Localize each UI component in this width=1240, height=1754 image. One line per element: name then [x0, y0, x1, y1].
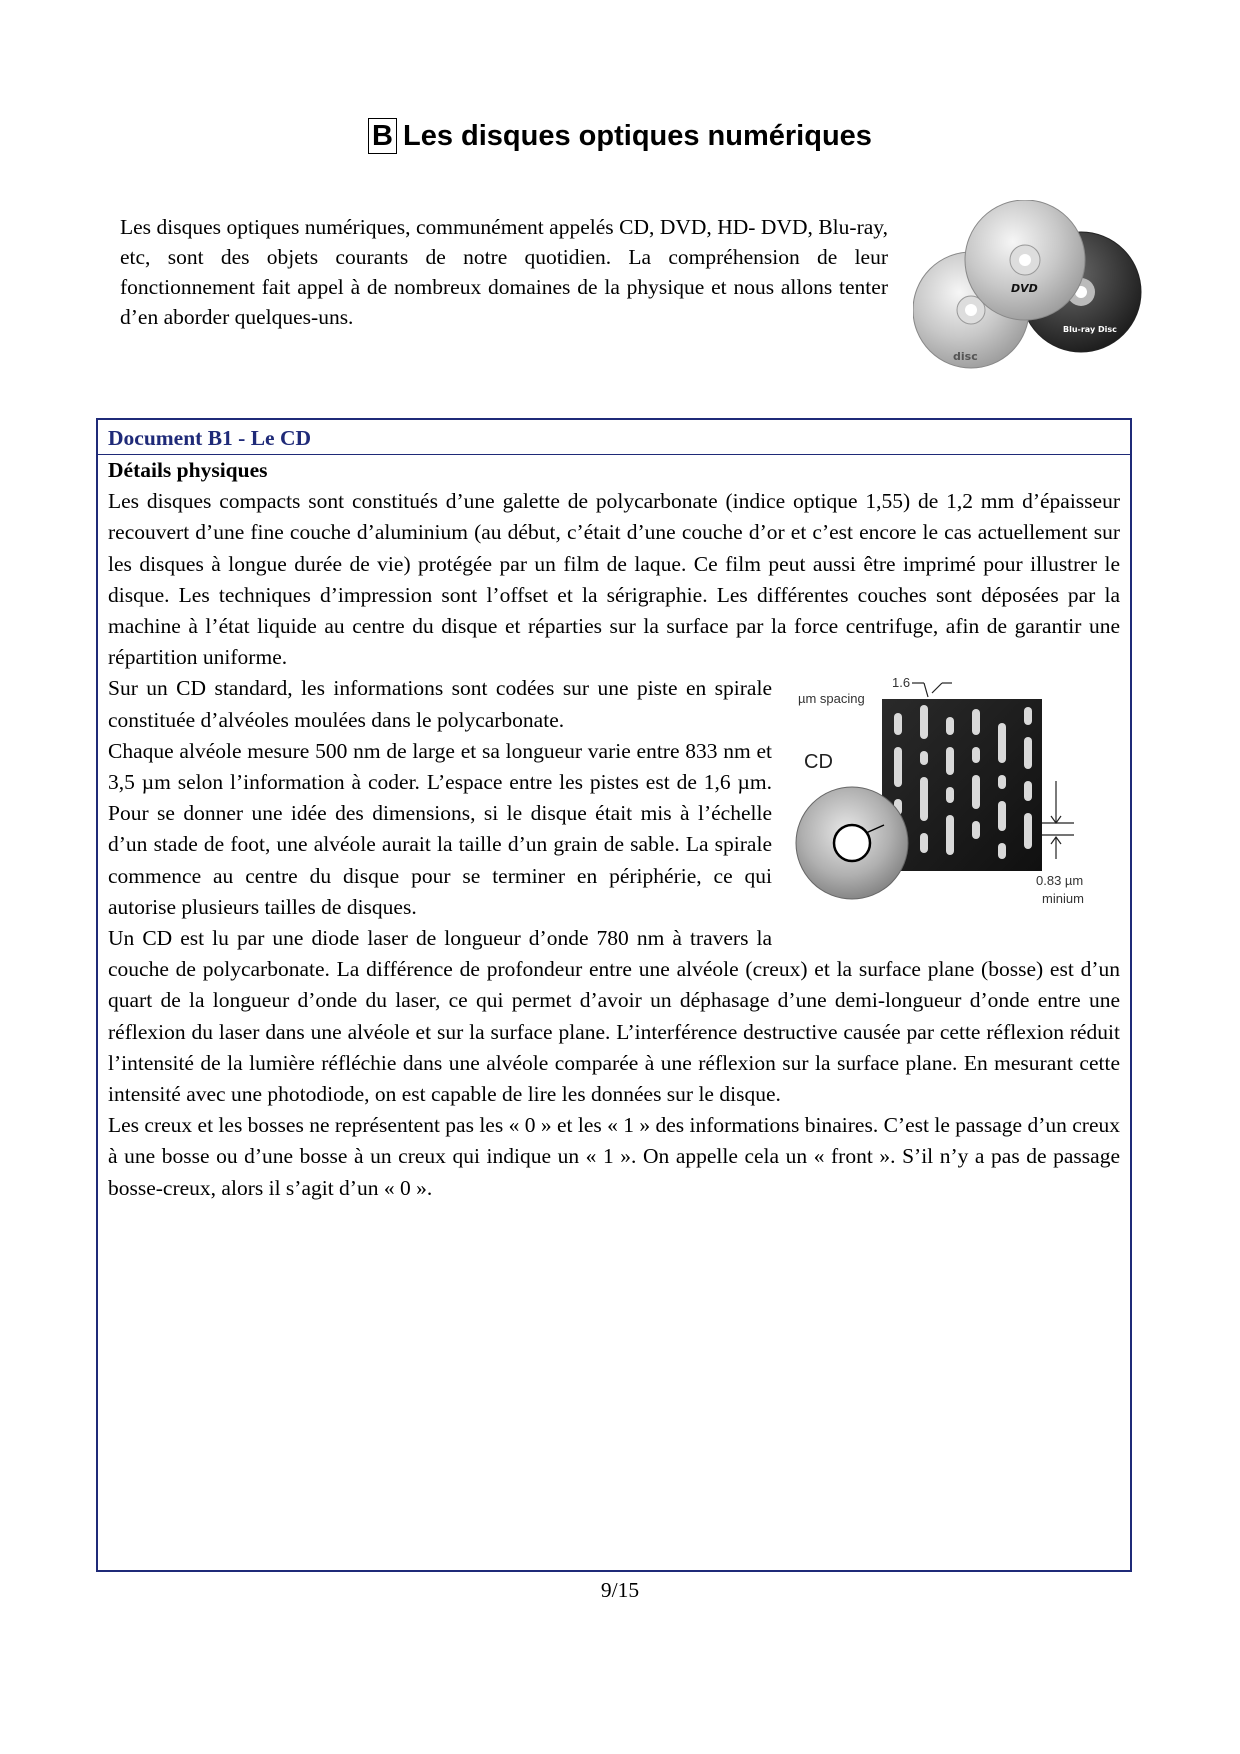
spacing-value: 1.6 [892, 675, 911, 691]
section-title-text: Les disques optiques numériques [403, 120, 872, 152]
section-letter: B [368, 118, 397, 154]
cd-disc-label: disc [953, 350, 978, 363]
min-length-value: 0.83 µm [1036, 873, 1084, 889]
cd-label: CD [804, 751, 833, 774]
document-body [98, 455, 1130, 1204]
bluray-label: Blu-ray Disc [1063, 325, 1117, 334]
document-header: Document B1 - Le CD [98, 420, 1130, 455]
spacing-arrows [912, 683, 952, 697]
min-length-label: minium [1042, 891, 1084, 907]
paragraph-spiral: Sur un CD standard, les informations sont codées sur une piste en spirale constituée d’alvéoles moulées dans le polycarbonate. [108, 676, 772, 732]
cd-pits-figure [794, 673, 1112, 937]
optical-discs-image [913, 200, 1143, 385]
cd-disc-drawing [796, 787, 908, 899]
document-subheading: Détails physiques [108, 458, 268, 482]
document-b1-box [96, 418, 1132, 1572]
paragraph-dimensions: Chaque alvéole mesure 500 nm de large et sa longueur varie entre 833 nm et 3,5 µm selon l’information à coder. L’espace entre les pistes est de 1,6 µm. Pour se donner une idée des dimensions, si le disque était mis à l’échelle d’un stade de foot, une alvéole aurait la taille d’un grain de sable. La spirale commence au centre du disque pour se terminer en périphérie, ce qui autorise plusieurs tailles de disques. [108, 738, 772, 919]
paragraph-reading: Un CD est lu par une diode laser de longueur d’onde 780 nm à travers la couche de polycarbonate. La différence de profondeur entre une alvéole (creux) et la surface plane (bosse) est d’un quart de la longueur d’onde du laser, ce qui permet d’avoir un déphasage d’une demi-longueur d’onde entre une réflexion du laser dans une alvéole et sur la surface plane. L’interférence destructive causée par cette réflexion réduit l’intensité de la lumière réfléchie dans une alvéole comparée à une réflexion sur la surface plane. En mesurant cette intensité avec une photodiode, on est capable de lire les données sur le disque. [108, 926, 1120, 1107]
spacing-label: µm spacing [798, 691, 865, 707]
paragraph-composition: Les disques compacts sont constitués d’une galette de polycarbonate (indice optique 1,55) de 1,2 mm d’épaisseur recouvert d’une fine couche d’aluminium (au début, c’était d’une couche d’or et c’est encore le cas actuellement sur les disques à longue durée de vie) protégée par un film de laque. Ce film peut aussi être imprimé pour illustrer le disque. Les techniques d’impression sont l’offset et la sérigraphie. Les différentes couches sont déposées par la machine à l’état liquide au centre du disque et réparties sur la surface par la force centrifuge, afin de garantir une répartition uniforme. [108, 489, 1120, 670]
min-length-arrows [1042, 781, 1074, 859]
dvd-label: DVD [1011, 282, 1038, 295]
paragraph-binary: Les creux et les bosses ne représentent pas les « 0 » et les « 1 » des informations binaires. C’est le passage d’un creux à une bosse ou d’une bosse à un creux qui indique un « 1 ». On appelle cela un « front ». S’il n’y a pas de passage bosse-creux, alors il s’agit d’un « 0 ». [108, 1113, 1121, 1200]
page-number: 9/15 [600, 1578, 640, 1602]
dvd-disc-icon [965, 200, 1085, 320]
intro-paragraph: Les disques optiques numériques, communément appelés CD, DVD, HD- DVD, Blu-ray, etc, sont des objets courants de notre quotidien. La compréhension de leur fonctionnement fait appel à de nombreux domaines de la physique et nous allons tenter d’en aborder quelques-uns. [120, 215, 888, 329]
section-title [0, 118, 1240, 154]
